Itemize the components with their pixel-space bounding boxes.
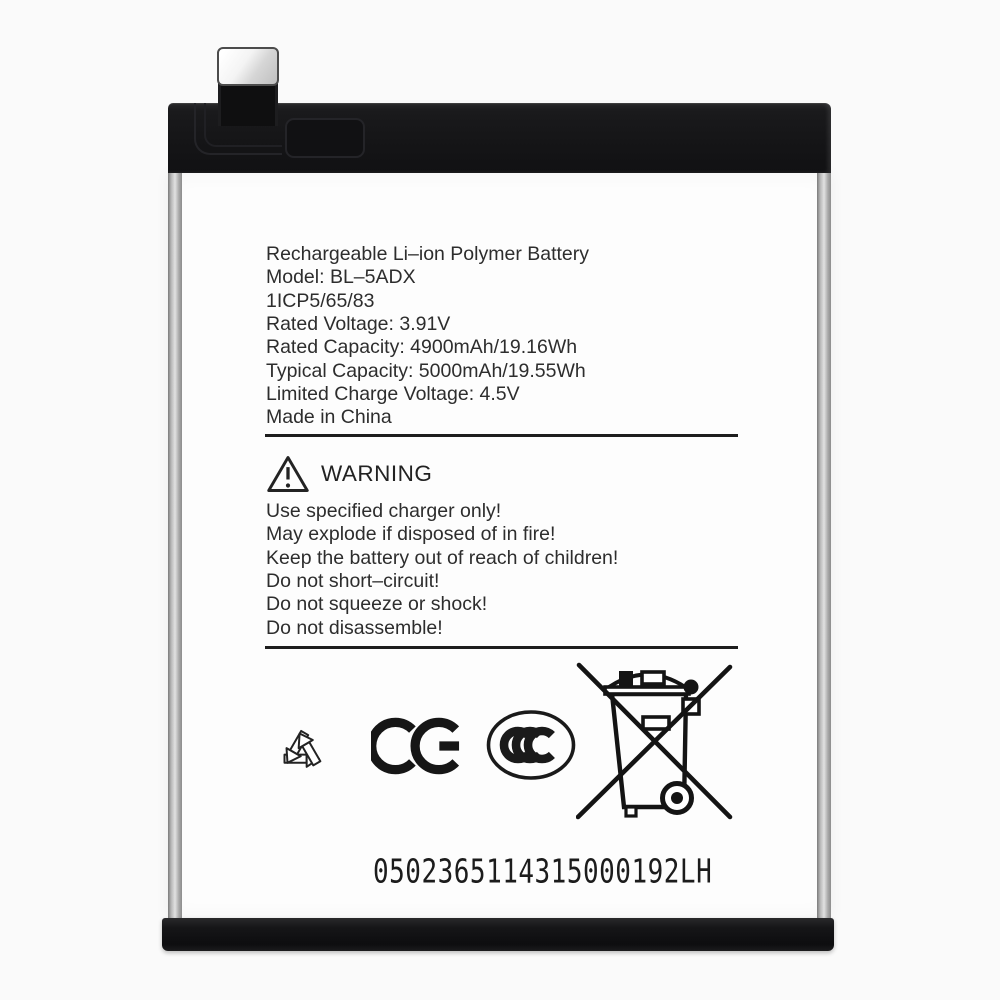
serial-number: 0502365114315000192LH <box>373 853 713 892</box>
ce-mark-icon <box>371 713 463 779</box>
weee-crossed-bin-icon <box>576 652 734 822</box>
spec-block <box>266 243 589 430</box>
connector-tab <box>217 47 279 86</box>
warning-block <box>266 500 618 640</box>
battery-left-edge <box>168 173 182 918</box>
spec-line: Model: BL–5ADX <box>266 266 416 289</box>
spec-line: 1ICP5/65/83 <box>266 289 375 312</box>
spec-line: Limited Charge Voltage: 4.5V <box>266 383 520 406</box>
warning-line: Do not squeeze or shock! <box>266 593 488 616</box>
spec-line: Rated Capacity: 4900mAh/19.16Wh <box>266 336 578 359</box>
spec-line: Made in China <box>266 406 392 429</box>
warning-line: Use specified charger only! <box>266 500 502 522</box>
spec-line: Typical Capacity: 5000mAh/19.55Wh <box>266 359 586 382</box>
warning-line: Do not short–circuit! <box>266 570 440 593</box>
warning-triangle-icon <box>266 454 310 494</box>
ccc-mark-icon <box>485 709 577 781</box>
warning-line: Keep the battery out of reach of children! <box>266 546 619 569</box>
flex-cable-outline <box>285 118 365 158</box>
battery-right-edge <box>817 173 831 918</box>
divider-line <box>265 646 738 649</box>
connector-cable <box>218 82 278 126</box>
warning-line: May explode if disposed of in fire! <box>266 523 556 546</box>
warning-line: Do not disassemble! <box>266 616 443 639</box>
recycling-icon <box>267 711 337 783</box>
spec-line: Rechargeable Li–ion Polymer Battery <box>266 243 590 265</box>
warning-title: WARNING <box>321 461 433 486</box>
divider-line <box>265 434 738 437</box>
battery-bottom-seal <box>162 918 834 951</box>
spec-line: Rated Voltage: 3.91V <box>266 313 451 336</box>
